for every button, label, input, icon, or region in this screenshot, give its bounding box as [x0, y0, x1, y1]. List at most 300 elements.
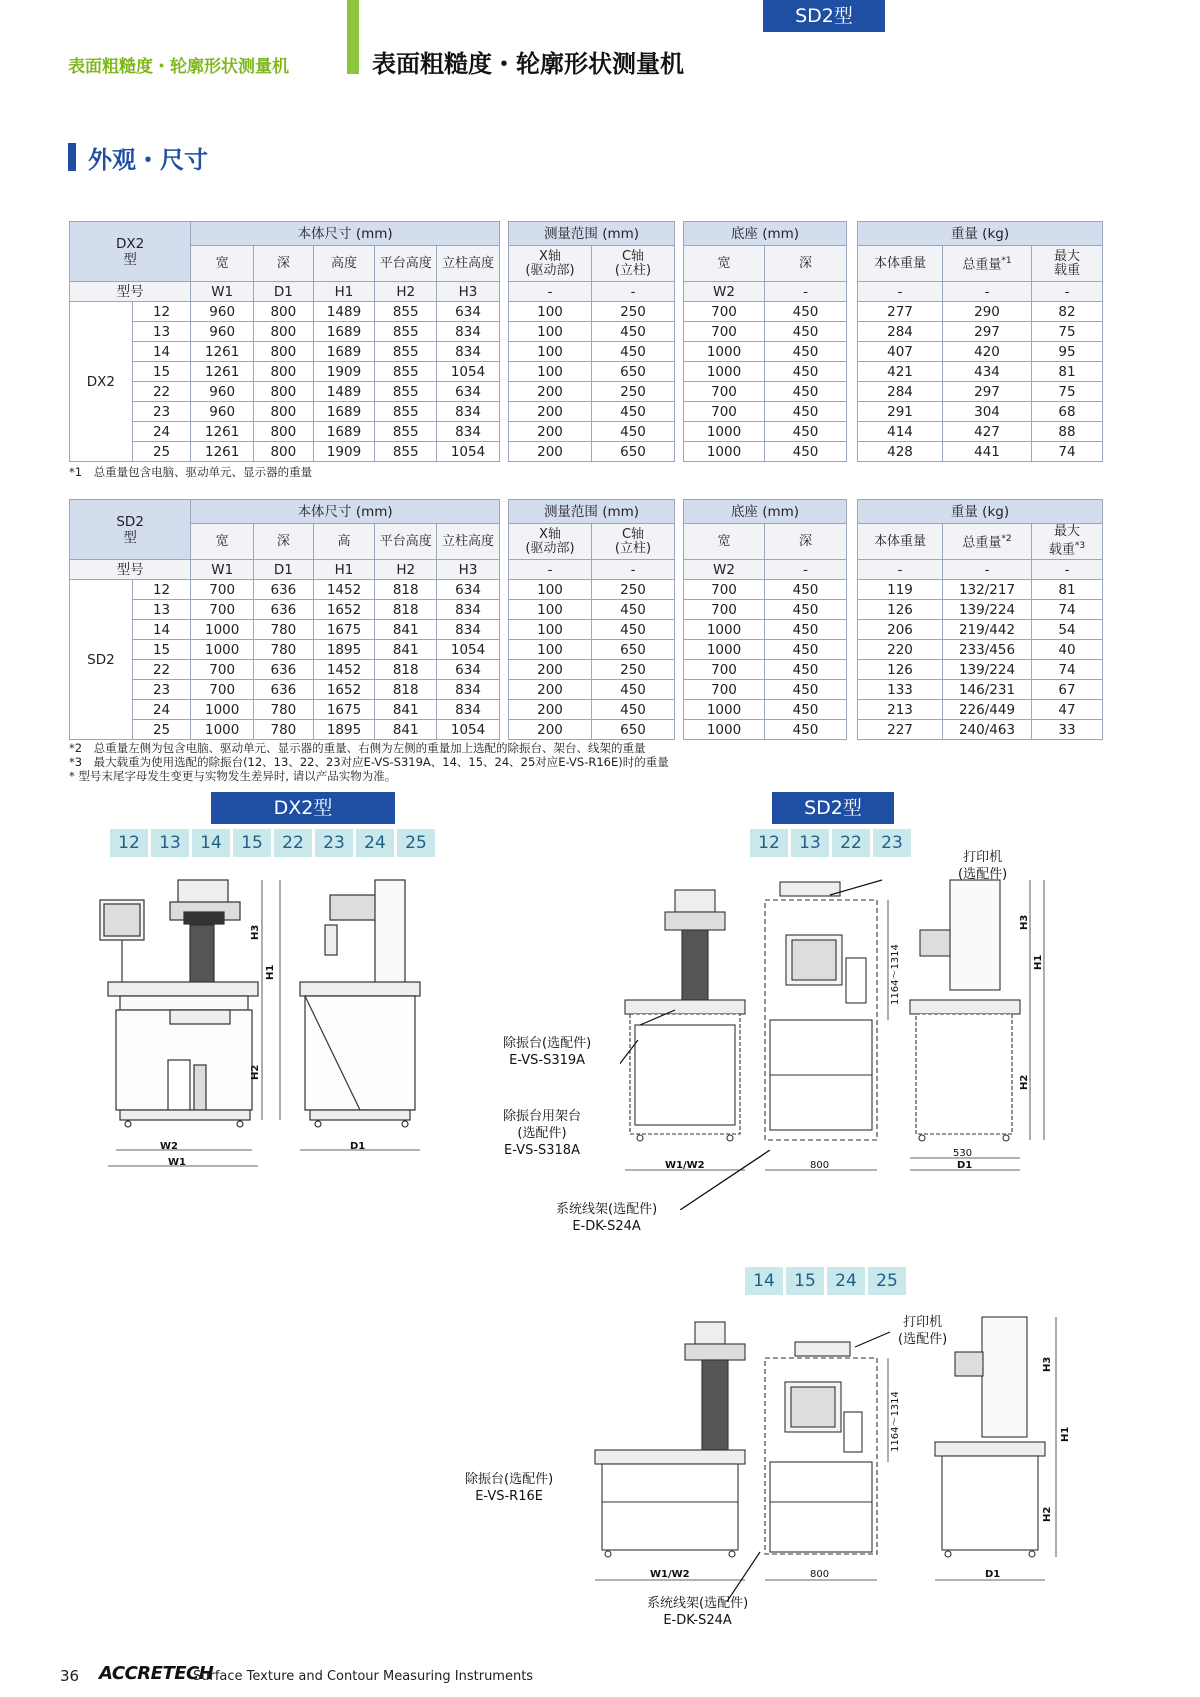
value-cell: 200	[509, 720, 592, 740]
model-cell: 12	[132, 302, 190, 322]
value-cell: 450	[592, 342, 675, 362]
table-row	[509, 362, 675, 382]
value-cell: 1261	[191, 442, 254, 462]
value-cell: 450	[765, 422, 847, 442]
brand-logo: ACCRETECH	[99, 1663, 214, 1684]
sd2b-banner: SD2型	[763, 0, 885, 32]
sd2a-damper-label: 除振台(选配件) E-VS-S319A	[503, 1036, 592, 1068]
value-cell: 634	[437, 382, 500, 402]
model-cell: 12	[132, 580, 190, 600]
table-row	[70, 640, 500, 660]
column-header: X轴 (驱动部)	[509, 246, 592, 282]
value-cell: 1054	[437, 640, 500, 660]
value-cell: 450	[765, 402, 847, 422]
sd2a-banner: SD2型	[772, 792, 894, 824]
column-header: 宽	[684, 246, 765, 282]
value-cell: 1689	[313, 402, 375, 422]
table-row	[858, 580, 1103, 600]
value-cell: 1909	[313, 442, 375, 462]
column-code: -	[943, 560, 1032, 580]
value-cell: 450	[765, 302, 847, 322]
value-cell: 441	[943, 442, 1032, 462]
dx2-drawing	[90, 870, 470, 1180]
value-cell: 1261	[191, 422, 254, 442]
value-cell: 304	[943, 402, 1032, 422]
table-row	[684, 362, 847, 382]
sd2a-rack-leader	[680, 1150, 790, 1210]
column-header: 深	[254, 524, 314, 560]
value-cell: 450	[765, 640, 847, 660]
value-cell: 1689	[313, 342, 375, 362]
value-cell: 126	[858, 660, 943, 680]
table-row	[70, 322, 500, 342]
value-cell: 650	[592, 362, 675, 382]
value-cell: 800	[254, 322, 314, 342]
model-cell: 14	[132, 342, 190, 362]
column-header: 宽	[191, 524, 254, 560]
column-header: 深	[254, 246, 314, 282]
value-cell: 54	[1032, 620, 1103, 640]
table-row	[70, 382, 500, 402]
sd2-base-table	[683, 499, 847, 740]
value-cell: 700	[684, 302, 765, 322]
value-cell: 1000	[684, 720, 765, 740]
dim-h2: H2	[1019, 1074, 1030, 1090]
table-row	[70, 680, 500, 700]
table-row	[684, 720, 847, 740]
table-row	[858, 700, 1103, 720]
table-corner: SD2 型	[70, 500, 191, 560]
column-code: D1	[254, 282, 314, 302]
table-row	[858, 442, 1103, 462]
value-cell: 133	[858, 680, 943, 700]
table-row	[684, 302, 847, 322]
value-cell: 427	[943, 422, 1032, 442]
value-cell: 200	[509, 660, 592, 680]
table-row	[858, 382, 1103, 402]
column-header: 宽	[191, 246, 254, 282]
model-cell: 25	[132, 720, 190, 740]
value-cell: 119	[858, 580, 943, 600]
value-cell: 1000	[191, 620, 254, 640]
section-marker	[68, 143, 76, 171]
model-cell: 22	[132, 382, 190, 402]
value-cell: 1261	[191, 362, 254, 382]
column-code: -	[509, 282, 592, 302]
table-row	[70, 342, 500, 362]
section-title: 外观・尺寸	[88, 146, 208, 174]
value-cell: 450	[765, 700, 847, 720]
column-header: 宽	[684, 524, 765, 560]
value-cell: 650	[592, 442, 675, 462]
model-chip: 23	[315, 829, 353, 857]
column-code: D1	[254, 560, 314, 580]
model-cell: 23	[132, 680, 190, 700]
value-cell: 700	[191, 660, 254, 680]
value-cell: 1000	[684, 362, 765, 382]
table-row	[858, 620, 1103, 640]
value-cell: 450	[765, 620, 847, 640]
value-cell: 220	[858, 640, 943, 660]
sd2a-stand-label: 除振台用架台 (选配件) E-VS-S318A	[503, 1109, 582, 1158]
value-cell: 1652	[313, 600, 375, 620]
value-cell: 1652	[313, 680, 375, 700]
value-cell: 74	[1032, 660, 1103, 680]
model-chip: 24	[356, 829, 394, 857]
column-header: 最大 载重$^{*3}$	[1032, 524, 1103, 560]
value-cell: 1675	[313, 620, 375, 640]
column-header: C轴 (立柱)	[592, 246, 675, 282]
dim-h1: H1	[1033, 954, 1044, 970]
value-cell: 818	[375, 600, 437, 620]
sd2b-drawing	[590, 1312, 1090, 1602]
value-cell: 700	[684, 600, 765, 620]
dx2-range-table	[508, 221, 675, 462]
table-row	[509, 640, 675, 660]
model-cell: 13	[132, 600, 190, 620]
value-cell: 450	[765, 362, 847, 382]
column-code: -	[592, 560, 675, 580]
sd2-range-table	[508, 499, 675, 740]
value-cell: 855	[375, 322, 437, 342]
dx2-base-table	[683, 221, 847, 462]
table-row	[509, 302, 675, 322]
dim-h1: H1	[1060, 1426, 1071, 1442]
value-cell: 250	[592, 302, 675, 322]
value-cell: 841	[375, 700, 437, 720]
table-row	[858, 362, 1103, 382]
value-cell: 284	[858, 322, 943, 342]
value-cell: 450	[765, 382, 847, 402]
dim-h3: H3	[1042, 1356, 1053, 1372]
model-cell: 25	[132, 442, 190, 462]
value-cell: 1000	[684, 640, 765, 660]
column-header: C轴 (立柱)	[592, 524, 675, 560]
value-cell: 100	[509, 620, 592, 640]
model-chip: 13	[791, 829, 829, 857]
value-cell: 834	[437, 322, 500, 342]
column-code: H1	[313, 282, 375, 302]
value-cell: 634	[437, 302, 500, 322]
value-cell: 200	[509, 382, 592, 402]
sd2a-drawing	[620, 870, 1100, 1190]
table-row	[70, 700, 500, 720]
model-chip: 23	[873, 829, 911, 857]
value-cell: 68	[1032, 402, 1103, 422]
dim-d1: D1	[957, 1160, 973, 1171]
column-header: 总重量$^{*2}$	[943, 524, 1032, 560]
column-code: H3	[437, 282, 500, 302]
value-cell: 1000	[191, 720, 254, 740]
value-cell: 1689	[313, 322, 375, 342]
value-cell: 834	[437, 402, 500, 422]
footer-subtitle: Surface Texture and Contour Measuring Instruments	[193, 1669, 534, 1684]
table-row	[858, 600, 1103, 620]
value-cell: 47	[1032, 700, 1103, 720]
value-cell: 855	[375, 302, 437, 322]
dim-h3: H3	[250, 924, 261, 940]
value-cell: 450	[592, 422, 675, 442]
value-cell: 450	[592, 322, 675, 342]
value-cell: 700	[684, 402, 765, 422]
value-cell: 100	[509, 580, 592, 600]
table-row	[684, 640, 847, 660]
column-code: -	[858, 560, 943, 580]
value-cell: 226/449	[943, 700, 1032, 720]
dim-530: 530	[953, 1148, 973, 1159]
column-code: H3	[437, 560, 500, 580]
value-cell: 277	[858, 302, 943, 322]
model-chip: 22	[832, 829, 870, 857]
value-cell: 450	[765, 720, 847, 740]
value-cell: 297	[943, 322, 1032, 342]
table-row	[858, 342, 1103, 362]
value-cell: 132/217	[943, 580, 1032, 600]
value-cell: 450	[592, 620, 675, 640]
value-cell: 818	[375, 580, 437, 600]
value-cell: 1000	[191, 640, 254, 660]
column-header: 总重量$^{*1}$	[943, 246, 1032, 282]
column-code: -	[509, 560, 592, 580]
model-chip: 13	[151, 829, 189, 857]
value-cell: 74	[1032, 442, 1103, 462]
value-cell: 233/456	[943, 640, 1032, 660]
dim-h1: H1	[265, 964, 276, 980]
table-row	[858, 680, 1103, 700]
dim-w1w2: W1/W2	[650, 1569, 690, 1580]
sd2b-damper-label: 除振台(选配件) E-VS-R16E	[465, 1472, 554, 1504]
value-cell: 841	[375, 640, 437, 660]
group-header: 本体尺寸 (mm)	[191, 222, 500, 246]
column-code: W2	[684, 560, 765, 580]
value-cell: 100	[509, 600, 592, 620]
dim-range: 1164～1314	[890, 944, 901, 1005]
table-row	[509, 700, 675, 720]
column-header: 高	[313, 524, 375, 560]
value-cell: 1000	[684, 700, 765, 720]
table-row	[858, 660, 1103, 680]
value-cell: 250	[592, 660, 675, 680]
value-cell: 40	[1032, 640, 1103, 660]
table-row	[70, 302, 500, 322]
value-cell: 100	[509, 302, 592, 322]
value-cell: 100	[509, 362, 592, 382]
model-chip: 12	[750, 829, 788, 857]
table-row	[684, 580, 847, 600]
value-cell: 219/442	[943, 620, 1032, 640]
value-cell: 200	[509, 422, 592, 442]
dim-h2: H2	[250, 1064, 261, 1080]
column-code: W1	[191, 560, 254, 580]
model-chip: 25	[397, 829, 435, 857]
value-cell: 100	[509, 640, 592, 660]
sd2-weight-table	[857, 499, 1103, 740]
table-row	[684, 382, 847, 402]
table-row	[684, 620, 847, 640]
value-cell: 1452	[313, 580, 375, 600]
value-cell: 407	[858, 342, 943, 362]
value-cell: 1689	[313, 422, 375, 442]
model-chip: 12	[110, 829, 148, 857]
table-row	[509, 402, 675, 422]
series-cell: SD2	[70, 580, 133, 740]
model-cell: 23	[132, 402, 190, 422]
model-cell: 14	[132, 620, 190, 640]
value-cell: 650	[592, 720, 675, 740]
value-cell: 250	[592, 580, 675, 600]
model-chip: 24	[827, 1267, 865, 1295]
table-row	[684, 680, 847, 700]
table-row	[70, 422, 500, 442]
value-cell: 634	[437, 580, 500, 600]
table-corner: DX2 型	[70, 222, 191, 282]
value-cell: 700	[684, 322, 765, 342]
value-cell: 841	[375, 720, 437, 740]
value-cell: 1000	[684, 422, 765, 442]
value-cell: 81	[1032, 362, 1103, 382]
table-row	[858, 422, 1103, 442]
table-row	[684, 322, 847, 342]
model-chip: 14	[192, 829, 230, 857]
table-row	[684, 660, 847, 680]
model-label: 型号	[70, 560, 191, 580]
column-header: 立柱高度	[437, 524, 500, 560]
table-row	[70, 580, 500, 600]
value-cell: 81	[1032, 580, 1103, 600]
header-category: 表面粗糙度・轮廓形状测量机	[68, 57, 289, 77]
column-header: 立柱高度	[437, 246, 500, 282]
dim-h3: H3	[1019, 914, 1030, 930]
value-cell: 1000	[684, 442, 765, 462]
value-cell: 834	[437, 620, 500, 640]
value-cell: 450	[765, 322, 847, 342]
column-code: -	[765, 560, 847, 580]
value-cell: 74	[1032, 600, 1103, 620]
column-code: W2	[684, 282, 765, 302]
value-cell: 636	[254, 600, 314, 620]
page-number: 36	[60, 1667, 80, 1685]
column-code: W1	[191, 282, 254, 302]
value-cell: 1489	[313, 382, 375, 402]
value-cell: 636	[254, 580, 314, 600]
header-accent-bar	[347, 0, 359, 74]
value-cell: 250	[592, 382, 675, 402]
table-row	[684, 342, 847, 362]
value-cell: 1054	[437, 442, 500, 462]
value-cell: 75	[1032, 322, 1103, 342]
value-cell: 240/463	[943, 720, 1032, 740]
column-header: 本体重量	[858, 524, 943, 560]
sd2b-rack-label: 系统线架(选配件) E-DK-S24A	[647, 1596, 749, 1628]
table-row	[70, 620, 500, 640]
model-cell: 13	[132, 322, 190, 342]
value-cell: 1054	[437, 720, 500, 740]
column-header: 深	[765, 246, 847, 282]
value-cell: 700	[684, 580, 765, 600]
sd2-size-table	[69, 499, 500, 740]
value-cell: 450	[592, 700, 675, 720]
value-cell: 834	[437, 600, 500, 620]
table-row	[858, 322, 1103, 342]
model-chip: 14	[745, 1267, 783, 1295]
table-row	[684, 402, 847, 422]
value-cell: 146/231	[943, 680, 1032, 700]
value-cell: 636	[254, 680, 314, 700]
sd2a-printer-label: 打印机 (选配件)	[958, 850, 1008, 882]
value-cell: 960	[191, 302, 254, 322]
column-code: H1	[313, 560, 375, 580]
value-cell: 855	[375, 342, 437, 362]
sd2-note-3: *3 最大载重为使用选配的除振台(12、13、22、23对应E-VS-S319A、14、15、24、25对应E-VS-R16E)时的重量	[69, 755, 669, 769]
value-cell: 227	[858, 720, 943, 740]
column-code: -	[592, 282, 675, 302]
value-cell: 834	[437, 342, 500, 362]
series-cell: DX2	[70, 302, 133, 462]
value-cell: 200	[509, 700, 592, 720]
value-cell: 780	[254, 720, 314, 740]
value-cell: 1054	[437, 362, 500, 382]
table-row	[858, 302, 1103, 322]
value-cell: 1675	[313, 700, 375, 720]
column-code: -	[765, 282, 847, 302]
dim-w1w2: W1/W2	[665, 1160, 705, 1171]
model-chip: 15	[786, 1267, 824, 1295]
value-cell: 1000	[191, 700, 254, 720]
value-cell: 206	[858, 620, 943, 640]
value-cell: 960	[191, 382, 254, 402]
column-header: 本体重量	[858, 246, 943, 282]
dim-800: 800	[810, 1569, 830, 1580]
value-cell: 800	[254, 422, 314, 442]
table-row	[858, 640, 1103, 660]
group-header: 重量 (kg)	[858, 500, 1103, 524]
value-cell: 780	[254, 620, 314, 640]
column-code: -	[1032, 560, 1103, 580]
value-cell: 960	[191, 402, 254, 422]
value-cell: 800	[254, 402, 314, 422]
dim-800: 800	[810, 1160, 830, 1171]
group-header: 测量范围 (mm)	[509, 222, 675, 246]
value-cell: 200	[509, 442, 592, 462]
table-row	[509, 580, 675, 600]
group-header: 底座 (mm)	[684, 222, 847, 246]
value-cell: 855	[375, 422, 437, 442]
value-cell: 421	[858, 362, 943, 382]
model-cell: 15	[132, 362, 190, 382]
value-cell: 841	[375, 620, 437, 640]
model-chip: 22	[274, 829, 312, 857]
table-row	[70, 660, 500, 680]
value-cell: 700	[684, 660, 765, 680]
table-row	[684, 700, 847, 720]
table-row	[70, 600, 500, 620]
model-cell: 15	[132, 640, 190, 660]
value-cell: 67	[1032, 680, 1103, 700]
model-label: 型号	[70, 282, 191, 302]
value-cell: 780	[254, 700, 314, 720]
model-chip: 15	[233, 829, 271, 857]
dim-d1: D1	[350, 1141, 366, 1152]
dim-d1: D1	[985, 1569, 1001, 1580]
group-header: 底座 (mm)	[684, 500, 847, 524]
value-cell: 88	[1032, 422, 1103, 442]
dim-h2: H2	[1042, 1506, 1053, 1522]
value-cell: 284	[858, 382, 943, 402]
sd2a-rack-label: 系统线架(选配件) E-DK-S24A	[556, 1202, 658, 1234]
value-cell: 855	[375, 382, 437, 402]
table-row	[509, 720, 675, 740]
value-cell: 100	[509, 322, 592, 342]
